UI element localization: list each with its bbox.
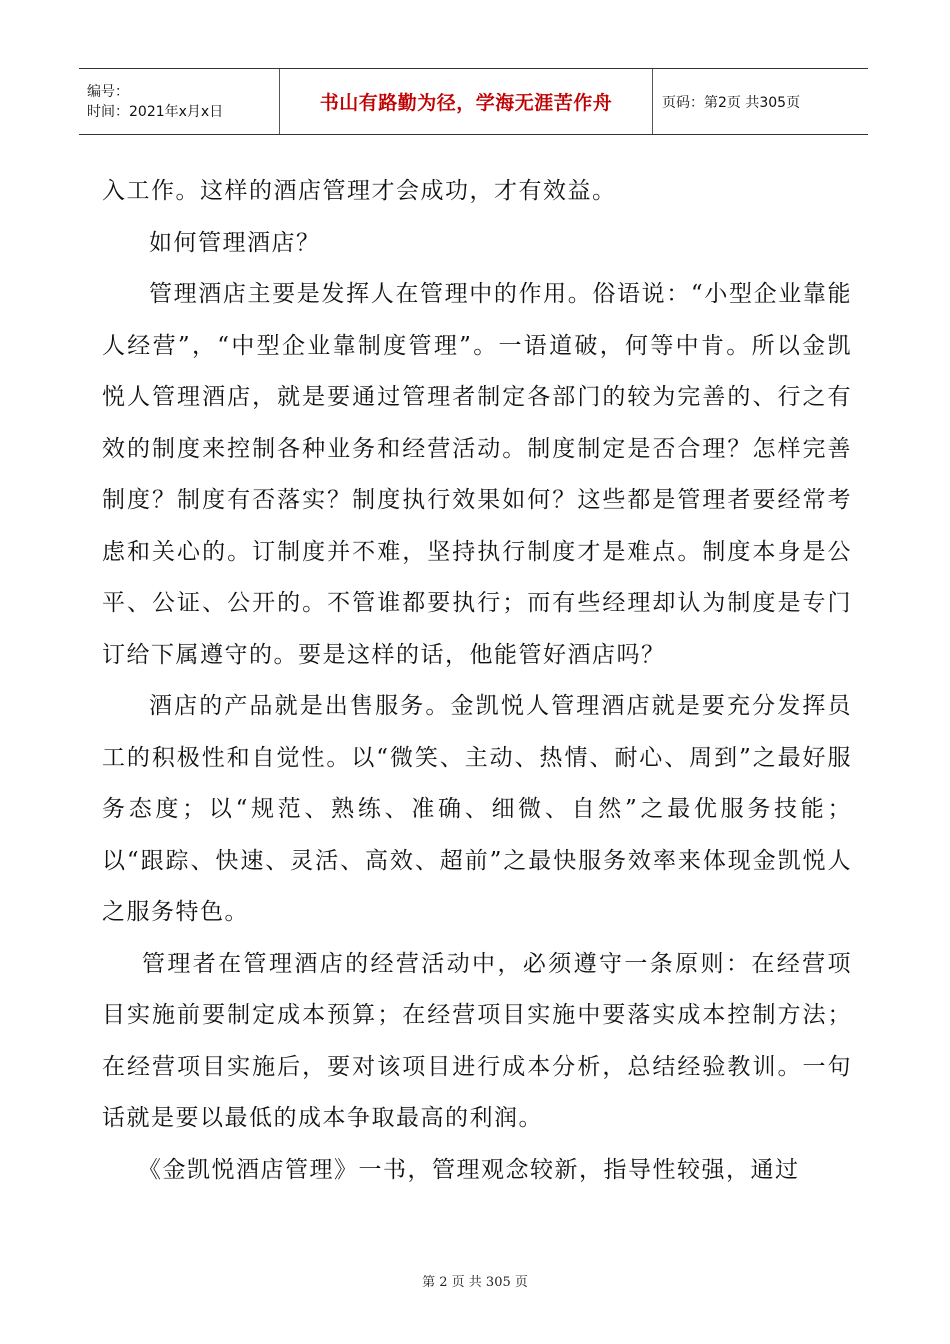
paragraph: 管理酒店主要是发挥人在管理中的作用。俗语说：“小型企业靠能人经营”，“中型企业靠制度管理”。一语道破，何等中肯。所以金凯悦人管理酒店，就是要通过管理者制定各部门的较为完善的、行之有效的制度来控制各种业务和经营活动。制度制定是否合理？怎样完善制度？制度有否落实？制度执行效果如何？这些都是管理者要经常考虑和关心的。订制度并不难，坚持执行制度才是难点。制度本身是公平、公证、公开的。不管谁都要执行；而有些经理却认为制度是专门订给下属遵守的。要是这样的话，他能管好酒店吗？: [102, 281, 852, 668]
page-header: [79, 68, 868, 135]
paragraph: 酒店的产品就是出售服务。金凯悦人管理酒店就是要充分发挥员工的积极性和自觉性。以“微笑、主动、热情、耐心、周到”之最好服务态度；以“规范、熟练、准确、细微、自然”之最优服务技能；以“跟踪、快速、灵活、高效、超前”之最快服务效率来体现金凯悦人之服务特色。: [102, 693, 852, 925]
paragraph: 管理者在管理酒店的经营活动中，必须遵守一条原则：在经营项目实施前要制定成本预算；在经营项目实施中要落实成本控制方法；在经营项目实施后，要对该项目进行成本分析，总结经验教训。一句话就是要以最低的成本争取最高的利润。: [102, 950, 852, 1131]
footer-page-number: 第 2 页 共 305 页: [422, 1275, 528, 1290]
paragraph-heading: 如何管理酒店？: [149, 229, 321, 256]
paragraph-continuation: 入工作。这样的酒店管理才会成功，才有效益。: [102, 178, 617, 204]
header-meta: [79, 69, 280, 134]
header-motto: [280, 69, 653, 134]
motto-text: 书山有路勤为径，学海无涯苦作舟: [319, 92, 613, 114]
serial-label: 编号：: [87, 83, 129, 100]
time-label: 时间：2021年x月x日: [87, 103, 224, 120]
page-info-text: 页码：第2页 共305页: [662, 94, 801, 111]
document-body: [102, 166, 852, 1196]
header-page-info: [653, 69, 868, 134]
page-footer: [0, 1271, 950, 1290]
paragraph: 《金凯悦酒店管理》一书，管理观念较新，指导性较强，通过: [138, 1156, 800, 1183]
